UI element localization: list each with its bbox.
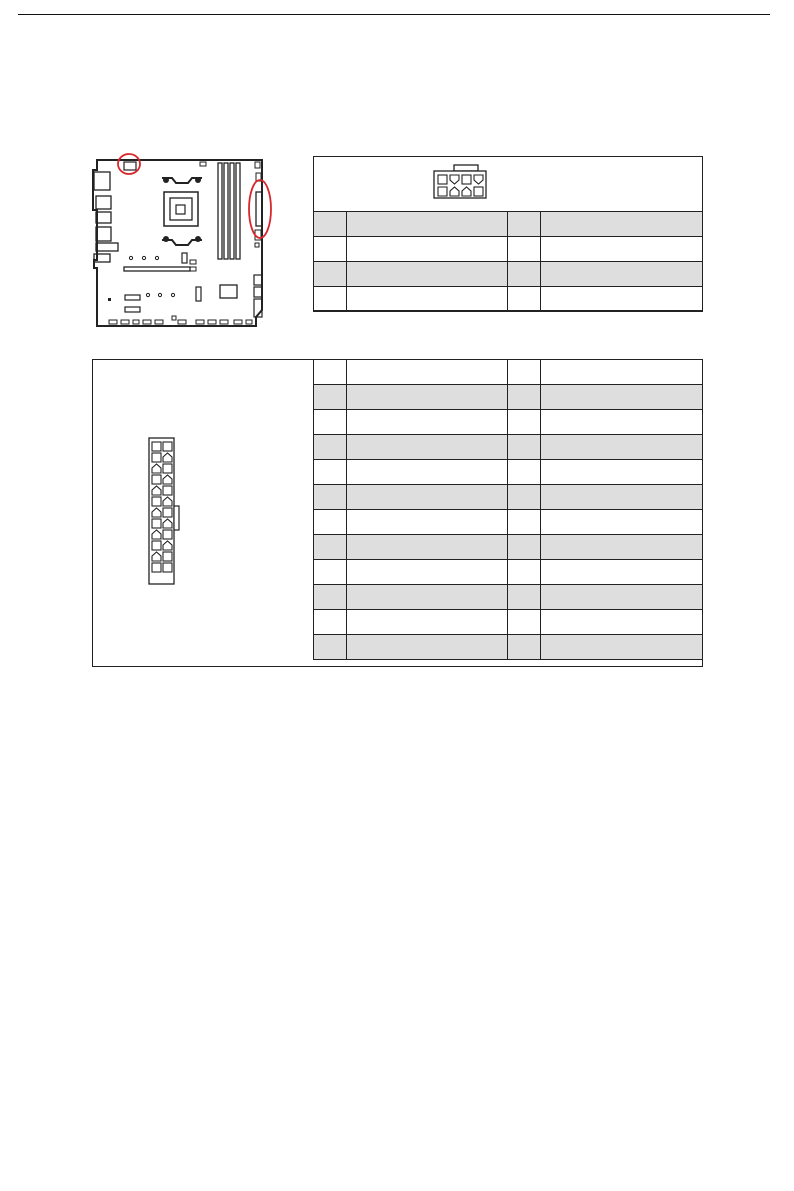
pin-signal	[541, 385, 703, 410]
motherboard-layout-diagram	[80, 150, 280, 330]
pin-signal	[346, 460, 508, 485]
pin-signal	[541, 237, 703, 262]
pin-signal	[541, 410, 703, 435]
table-row	[314, 610, 703, 635]
pin-number	[314, 287, 347, 312]
pin-number	[508, 535, 541, 560]
pin-signal	[346, 262, 508, 287]
pin-signal	[541, 485, 703, 510]
pin-signal	[541, 435, 703, 460]
table-row	[314, 635, 703, 660]
table-row	[314, 237, 703, 262]
pin-number	[314, 510, 347, 535]
pin-number	[508, 385, 541, 410]
pin-number	[508, 410, 541, 435]
pin-number	[508, 510, 541, 535]
io-block-4	[96, 227, 111, 241]
pin-number	[508, 635, 541, 660]
pin-signal	[541, 287, 703, 312]
pin-number	[508, 287, 541, 312]
pin-number	[314, 435, 347, 460]
table-row	[314, 360, 703, 385]
table-row	[314, 560, 703, 585]
pin-signal	[346, 485, 508, 510]
pcie-slot-1	[124, 267, 190, 271]
pin-signal	[346, 585, 508, 610]
pin-number	[508, 585, 541, 610]
highlight-cpu-pwr	[118, 154, 140, 174]
pin-number	[314, 385, 347, 410]
atx-power-connector-icon	[146, 436, 186, 588]
pin-signal	[346, 510, 508, 535]
io-block-1	[94, 172, 110, 190]
pin-number	[314, 237, 347, 262]
pin-signal	[346, 635, 508, 660]
table-row	[314, 585, 703, 610]
pin-number	[508, 485, 541, 510]
cpu-socket	[164, 192, 198, 226]
pin-number	[508, 212, 541, 237]
pin-number	[508, 435, 541, 460]
table-row	[314, 262, 703, 287]
io-block-2	[96, 196, 111, 209]
pin-signal	[346, 212, 508, 237]
cpu-pwr-connector	[124, 162, 136, 170]
table-row	[314, 510, 703, 535]
table-row	[314, 535, 703, 560]
table-row	[314, 460, 703, 485]
page-header-rule	[18, 14, 770, 15]
io-block-5	[96, 243, 118, 251]
pin-signal	[346, 610, 508, 635]
io-block-3	[96, 212, 111, 223]
pin-signal	[346, 535, 508, 560]
pin-signal	[346, 435, 508, 460]
pin-number	[314, 212, 347, 237]
pin-number	[508, 560, 541, 585]
pin-signal	[346, 385, 508, 410]
pin-signal	[541, 535, 703, 560]
pin-signal	[346, 287, 508, 312]
pin-signal	[541, 585, 703, 610]
pin-number	[508, 237, 541, 262]
pin-signal	[541, 560, 703, 585]
highlight-atx-pwr	[249, 180, 271, 238]
pin-number	[314, 560, 347, 585]
dimm-slot-a2	[224, 163, 228, 259]
pin-number	[314, 460, 347, 485]
table-row	[314, 410, 703, 435]
cpu-power-pin-table	[313, 211, 703, 312]
table-row	[314, 435, 703, 460]
pin-number	[314, 485, 347, 510]
table-row	[314, 485, 703, 510]
pin-number	[314, 635, 347, 660]
pin-number	[314, 360, 347, 385]
pin-number	[314, 262, 347, 287]
pin-number	[508, 360, 541, 385]
atx-power-pin-table	[313, 359, 703, 660]
pin-number	[314, 535, 347, 560]
dimm-slot-a1	[218, 163, 222, 259]
pin-number	[314, 610, 347, 635]
dimm-slot-b1	[230, 163, 234, 259]
pin-signal	[541, 635, 703, 660]
pin-signal	[541, 610, 703, 635]
pin-signal	[346, 237, 508, 262]
pin-signal	[346, 410, 508, 435]
pin-signal	[541, 460, 703, 485]
table-row	[314, 212, 703, 237]
pin-signal	[346, 560, 508, 585]
pin-number	[508, 610, 541, 635]
pin-number	[508, 262, 541, 287]
cpu-power-connector-icon	[430, 163, 490, 201]
pin-signal	[346, 360, 508, 385]
dimm-slot-b2	[236, 163, 240, 259]
pin-signal	[541, 212, 703, 237]
table-row	[314, 287, 703, 312]
pin-signal	[541, 360, 703, 385]
table-row	[314, 385, 703, 410]
pin-number	[314, 585, 347, 610]
pin-number	[314, 410, 347, 435]
pin-number	[508, 460, 541, 485]
pin-signal	[541, 510, 703, 535]
pin-signal	[541, 262, 703, 287]
